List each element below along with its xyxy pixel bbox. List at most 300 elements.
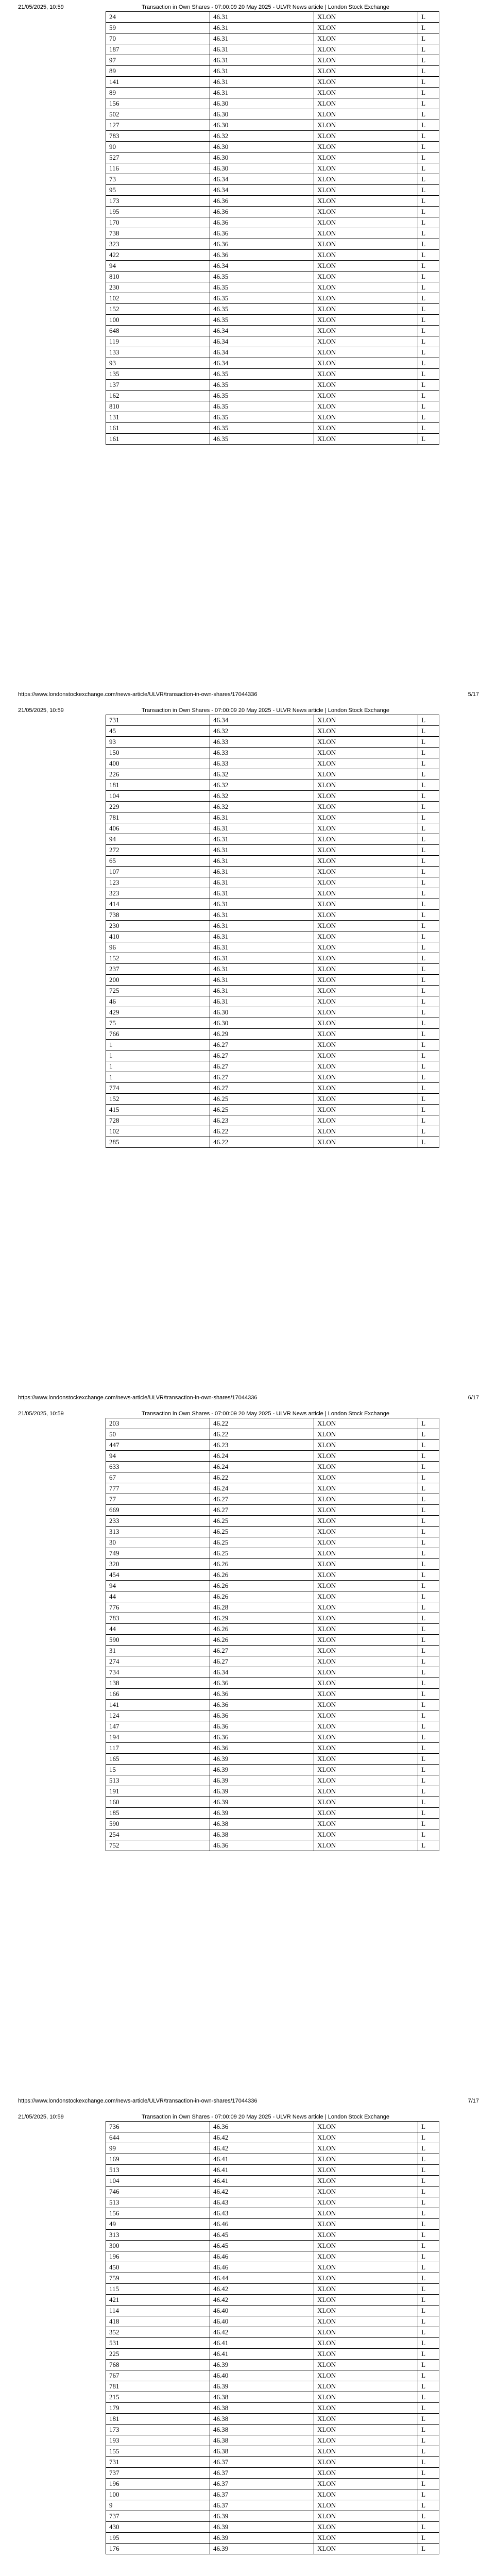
time-cell: L bbox=[418, 2392, 439, 2403]
table-row bbox=[106, 953, 439, 964]
price-cell: 46.31 bbox=[210, 975, 314, 986]
table-row bbox=[106, 2122, 439, 2132]
volume-cell: 137 bbox=[106, 380, 210, 391]
time-cell: L bbox=[418, 1115, 439, 1126]
time-cell: L bbox=[418, 2468, 439, 2479]
time-cell: L bbox=[418, 23, 439, 33]
table-row bbox=[106, 1840, 439, 1851]
table-row bbox=[106, 1007, 439, 1018]
time-cell: L bbox=[418, 1656, 439, 1667]
time-cell: L bbox=[418, 1126, 439, 1137]
price-cell: 46.31 bbox=[210, 812, 314, 823]
time-cell: L bbox=[418, 98, 439, 109]
time-cell: L bbox=[418, 1418, 439, 1429]
venue-cell: XLON bbox=[314, 1494, 418, 1505]
price-cell: 46.31 bbox=[210, 88, 314, 98]
venue-cell: XLON bbox=[314, 55, 418, 66]
time-cell: L bbox=[418, 1537, 439, 1548]
time-cell: L bbox=[418, 1429, 439, 1440]
table-row bbox=[106, 726, 439, 737]
time-cell: L bbox=[418, 1040, 439, 1050]
table-row bbox=[106, 152, 439, 163]
venue-cell: XLON bbox=[314, 369, 418, 380]
volume-cell: 768 bbox=[106, 2360, 210, 2370]
time-cell: L bbox=[418, 1581, 439, 1591]
table-row bbox=[106, 2403, 439, 2414]
venue-cell: XLON bbox=[314, 964, 418, 975]
table-row bbox=[106, 2446, 439, 2457]
venue-cell: XLON bbox=[314, 791, 418, 802]
volume-cell: 194 bbox=[106, 1732, 210, 1743]
price-cell: 46.28 bbox=[210, 1602, 314, 1613]
volume-cell: 24 bbox=[106, 12, 210, 23]
table-row bbox=[106, 2230, 439, 2241]
price-cell: 46.39 bbox=[210, 2360, 314, 2370]
venue-cell: XLON bbox=[314, 1775, 418, 1786]
venue-cell: XLON bbox=[314, 412, 418, 423]
volume-cell: 181 bbox=[106, 780, 210, 791]
price-cell: 46.22 bbox=[210, 1429, 314, 1440]
time-cell: L bbox=[418, 996, 439, 1007]
price-cell: 46.38 bbox=[210, 2446, 314, 2457]
table-row bbox=[106, 1418, 439, 1429]
price-cell: 46.31 bbox=[210, 23, 314, 33]
volume-cell: 737 bbox=[106, 2468, 210, 2479]
volume-cell: 114 bbox=[106, 2306, 210, 2316]
table-row bbox=[106, 142, 439, 152]
table-row bbox=[106, 1656, 439, 1667]
venue-cell: XLON bbox=[314, 2349, 418, 2360]
venue-cell: XLON bbox=[314, 2403, 418, 2414]
table-row bbox=[106, 380, 439, 391]
table-row bbox=[106, 44, 439, 55]
venue-cell: XLON bbox=[314, 1440, 418, 1451]
volume-cell: 810 bbox=[106, 272, 210, 282]
venue-cell: XLON bbox=[314, 2165, 418, 2176]
volume-cell: 100 bbox=[106, 315, 210, 326]
price-cell: 46.35 bbox=[210, 380, 314, 391]
venue-cell: XLON bbox=[314, 2338, 418, 2349]
table-row bbox=[106, 910, 439, 921]
price-cell: 46.36 bbox=[210, 1689, 314, 1700]
time-cell: L bbox=[418, 1083, 439, 1094]
time-cell: L bbox=[418, 1137, 439, 1148]
time-cell: L bbox=[418, 877, 439, 888]
time-cell: L bbox=[418, 391, 439, 401]
volume-cell: 323 bbox=[106, 888, 210, 899]
price-cell: 46.39 bbox=[210, 2511, 314, 2522]
venue-cell: XLON bbox=[314, 239, 418, 250]
volume-cell: 127 bbox=[106, 120, 210, 131]
volume-cell: 104 bbox=[106, 2176, 210, 2187]
price-cell: 46.31 bbox=[210, 66, 314, 77]
table-row bbox=[106, 23, 439, 33]
volume-cell: 230 bbox=[106, 282, 210, 293]
volume-cell: 777 bbox=[106, 1483, 210, 1494]
price-cell: 46.38 bbox=[210, 2435, 314, 2446]
venue-cell: XLON bbox=[314, 1754, 418, 1765]
price-cell: 46.31 bbox=[210, 899, 314, 910]
volume-cell: 94 bbox=[106, 1451, 210, 1462]
volume-cell: 415 bbox=[106, 1105, 210, 1115]
volume-cell: 160 bbox=[106, 1797, 210, 1808]
table-row bbox=[106, 1819, 439, 1829]
volume-cell: 734 bbox=[106, 1667, 210, 1678]
volume-cell: 161 bbox=[106, 434, 210, 445]
venue-cell: XLON bbox=[314, 2187, 418, 2197]
table-row bbox=[106, 272, 439, 282]
price-cell: 46.35 bbox=[210, 304, 314, 315]
volume-cell: 89 bbox=[106, 88, 210, 98]
venue-cell: XLON bbox=[314, 315, 418, 326]
price-cell: 46.41 bbox=[210, 2165, 314, 2176]
time-cell: L bbox=[418, 1072, 439, 1083]
print-title: Transaction in Own Shares - 07:00:09 20 May 2025 - ULVR News article | London Stock Exchange bbox=[142, 4, 389, 10]
table-row bbox=[106, 2489, 439, 2500]
venue-cell: XLON bbox=[314, 1429, 418, 1440]
price-cell: 46.43 bbox=[210, 2197, 314, 2208]
time-cell: L bbox=[418, 2349, 439, 2360]
print-datetime: 21/05/2025, 10:59 bbox=[18, 707, 64, 714]
price-cell: 46.34 bbox=[210, 261, 314, 272]
price-cell: 46.39 bbox=[210, 2381, 314, 2392]
volume-cell: 44 bbox=[106, 1624, 210, 1635]
volume-cell: 233 bbox=[106, 1516, 210, 1527]
document-page bbox=[0, 703, 497, 1406]
price-cell: 46.31 bbox=[210, 77, 314, 88]
volume-cell: 170 bbox=[106, 217, 210, 228]
time-cell: L bbox=[418, 2251, 439, 2262]
table-row bbox=[106, 196, 439, 207]
table-row bbox=[106, 401, 439, 412]
volume-cell: 513 bbox=[106, 2197, 210, 2208]
volume-cell: 527 bbox=[106, 152, 210, 163]
table-row bbox=[106, 2132, 439, 2143]
volume-cell: 96 bbox=[106, 942, 210, 953]
time-cell: L bbox=[418, 2197, 439, 2208]
volume-cell: 421 bbox=[106, 2295, 210, 2306]
venue-cell: XLON bbox=[314, 1072, 418, 1083]
table-row bbox=[106, 109, 439, 120]
price-cell: 46.37 bbox=[210, 2489, 314, 2500]
time-cell: L bbox=[418, 2403, 439, 2414]
table-row bbox=[106, 2425, 439, 2435]
transactions-table bbox=[106, 11, 439, 445]
price-cell: 46.31 bbox=[210, 845, 314, 856]
venue-cell: XLON bbox=[314, 196, 418, 207]
price-cell: 46.34 bbox=[210, 715, 314, 726]
venue-cell: XLON bbox=[314, 2132, 418, 2143]
volume-cell: 45 bbox=[106, 726, 210, 737]
table-row bbox=[106, 1061, 439, 1072]
time-cell: L bbox=[418, 2500, 439, 2511]
print-header bbox=[18, 2114, 479, 2121]
venue-cell: XLON bbox=[314, 1678, 418, 1689]
venue-cell: XLON bbox=[314, 1548, 418, 1559]
price-cell: 46.42 bbox=[210, 2327, 314, 2338]
price-cell: 46.39 bbox=[210, 1786, 314, 1797]
price-cell: 46.37 bbox=[210, 2468, 314, 2479]
volume-cell: 46 bbox=[106, 996, 210, 1007]
price-cell: 46.36 bbox=[210, 196, 314, 207]
venue-cell: XLON bbox=[314, 823, 418, 834]
price-cell: 46.37 bbox=[210, 2479, 314, 2489]
table-row bbox=[106, 2457, 439, 2468]
venue-cell: XLON bbox=[314, 1050, 418, 1061]
venue-cell: XLON bbox=[314, 1581, 418, 1591]
price-cell: 46.37 bbox=[210, 2500, 314, 2511]
time-cell: L bbox=[418, 1808, 439, 1819]
time-cell: L bbox=[418, 1061, 439, 1072]
volume-cell: 759 bbox=[106, 2273, 210, 2284]
venue-cell: XLON bbox=[314, 1527, 418, 1537]
price-cell: 46.31 bbox=[210, 44, 314, 55]
venue-cell: XLON bbox=[314, 845, 418, 856]
venue-cell: XLON bbox=[314, 769, 418, 780]
price-cell: 46.39 bbox=[210, 1775, 314, 1786]
price-cell: 46.38 bbox=[210, 2403, 314, 2414]
volume-cell: 776 bbox=[106, 1602, 210, 1613]
time-cell: L bbox=[418, 293, 439, 304]
venue-cell: XLON bbox=[314, 23, 418, 33]
price-cell: 46.39 bbox=[210, 1808, 314, 1819]
volume-cell: 75 bbox=[106, 1018, 210, 1029]
table-row bbox=[106, 1700, 439, 1710]
price-cell: 46.31 bbox=[210, 12, 314, 23]
venue-cell: XLON bbox=[314, 358, 418, 369]
table-row bbox=[106, 66, 439, 77]
venue-cell: XLON bbox=[314, 1537, 418, 1548]
time-cell: L bbox=[418, 780, 439, 791]
price-cell: 46.27 bbox=[210, 1646, 314, 1656]
table-row bbox=[106, 867, 439, 877]
price-cell: 46.41 bbox=[210, 2176, 314, 2187]
article-url-link[interactable]: https://www.londonstockexchange.com/news-article/ULVR/transaction-in-own-shares/17044336 bbox=[18, 1395, 258, 1401]
venue-cell: XLON bbox=[314, 1808, 418, 1819]
volume-cell: 736 bbox=[106, 2122, 210, 2132]
time-cell: L bbox=[418, 2273, 439, 2284]
venue-cell: XLON bbox=[314, 228, 418, 239]
time-cell: L bbox=[418, 1819, 439, 1829]
table-row bbox=[106, 921, 439, 931]
table-row bbox=[106, 2143, 439, 2154]
venue-cell: XLON bbox=[314, 142, 418, 152]
price-cell: 46.36 bbox=[210, 1678, 314, 1689]
table-row bbox=[106, 2327, 439, 2338]
venue-cell: XLON bbox=[314, 2154, 418, 2165]
price-cell: 46.31 bbox=[210, 953, 314, 964]
volume-cell: 141 bbox=[106, 1700, 210, 1710]
venue-cell: XLON bbox=[314, 726, 418, 737]
volume-cell: 669 bbox=[106, 1505, 210, 1516]
transactions-table bbox=[106, 715, 439, 1148]
table-row bbox=[106, 315, 439, 326]
volume-cell: 400 bbox=[106, 758, 210, 769]
time-cell: L bbox=[418, 2414, 439, 2425]
time-cell: L bbox=[418, 1786, 439, 1797]
volume-cell: 320 bbox=[106, 1559, 210, 1570]
time-cell: L bbox=[418, 1602, 439, 1613]
price-cell: 46.38 bbox=[210, 2425, 314, 2435]
table-row bbox=[106, 758, 439, 769]
venue-cell: XLON bbox=[314, 1829, 418, 1840]
price-cell: 46.45 bbox=[210, 2241, 314, 2251]
venue-cell: XLON bbox=[314, 1635, 418, 1646]
venue-cell: XLON bbox=[314, 975, 418, 986]
table-row bbox=[106, 802, 439, 812]
volume-cell: 323 bbox=[106, 239, 210, 250]
table-row bbox=[106, 423, 439, 434]
time-cell: L bbox=[418, 2122, 439, 2132]
time-cell: L bbox=[418, 2154, 439, 2165]
time-cell: L bbox=[418, 2165, 439, 2176]
time-cell: L bbox=[418, 986, 439, 996]
volume-cell: 161 bbox=[106, 423, 210, 434]
price-cell: 46.44 bbox=[210, 2273, 314, 2284]
volume-cell: 237 bbox=[106, 964, 210, 975]
venue-cell: XLON bbox=[314, 1418, 418, 1429]
venue-cell: XLON bbox=[314, 2262, 418, 2273]
volume-cell: 746 bbox=[106, 2187, 210, 2197]
venue-cell: XLON bbox=[314, 33, 418, 44]
volume-cell: 181 bbox=[106, 2414, 210, 2425]
volume-cell: 119 bbox=[106, 336, 210, 347]
price-cell: 46.27 bbox=[210, 1505, 314, 1516]
venue-cell: XLON bbox=[314, 2479, 418, 2489]
volume-cell: 67 bbox=[106, 1472, 210, 1483]
price-cell: 46.35 bbox=[210, 412, 314, 423]
article-url-link[interactable]: https://www.londonstockexchange.com/news-article/ULVR/transaction-in-own-shares/17044336 bbox=[18, 2098, 258, 2104]
table-row bbox=[106, 1559, 439, 1570]
table-row bbox=[106, 12, 439, 23]
venue-cell: XLON bbox=[314, 44, 418, 55]
time-cell: L bbox=[418, 142, 439, 152]
volume-cell: 185 bbox=[106, 1808, 210, 1819]
price-cell: 46.36 bbox=[210, 1840, 314, 1851]
table-row bbox=[106, 2522, 439, 2533]
volume-cell: 89 bbox=[106, 66, 210, 77]
print-title: Transaction in Own Shares - 07:00:09 20 May 2025 - ULVR News article | London Stock Exchange bbox=[142, 707, 389, 714]
table-row bbox=[106, 1451, 439, 1462]
price-cell: 46.31 bbox=[210, 964, 314, 975]
time-cell: L bbox=[418, 823, 439, 834]
time-cell: L bbox=[418, 1775, 439, 1786]
table-row bbox=[106, 347, 439, 358]
table-row bbox=[106, 228, 439, 239]
time-cell: L bbox=[418, 336, 439, 347]
table-row bbox=[106, 1137, 439, 1148]
volume-cell: 99 bbox=[106, 2143, 210, 2154]
price-cell: 46.42 bbox=[210, 2295, 314, 2306]
time-cell: L bbox=[418, 2241, 439, 2251]
time-cell: L bbox=[418, 2370, 439, 2381]
volume-cell: 195 bbox=[106, 207, 210, 217]
time-cell: L bbox=[418, 953, 439, 964]
time-cell: L bbox=[418, 899, 439, 910]
venue-cell: XLON bbox=[314, 2511, 418, 2522]
table-row bbox=[106, 2273, 439, 2284]
venue-cell: XLON bbox=[314, 910, 418, 921]
volume-cell: 195 bbox=[106, 2533, 210, 2544]
volume-cell: 230 bbox=[106, 921, 210, 931]
table-row bbox=[106, 2511, 439, 2522]
price-cell: 46.36 bbox=[210, 207, 314, 217]
venue-cell: XLON bbox=[314, 2457, 418, 2468]
price-cell: 46.31 bbox=[210, 33, 314, 44]
volume-cell: 141 bbox=[106, 77, 210, 88]
price-cell: 46.30 bbox=[210, 152, 314, 163]
volume-cell: 70 bbox=[106, 33, 210, 44]
volume-cell: 173 bbox=[106, 196, 210, 207]
venue-cell: XLON bbox=[314, 1570, 418, 1581]
table-row bbox=[106, 1050, 439, 1061]
table-row bbox=[106, 261, 439, 272]
article-url-link[interactable]: https://www.londonstockexchange.com/news-article/ULVR/transaction-in-own-shares/17044336 bbox=[18, 691, 258, 698]
time-cell: L bbox=[418, 55, 439, 66]
table-row bbox=[106, 996, 439, 1007]
venue-cell: XLON bbox=[314, 1516, 418, 1527]
volume-cell: 196 bbox=[106, 2251, 210, 2262]
volume-cell: 147 bbox=[106, 1721, 210, 1732]
price-cell: 46.36 bbox=[210, 2122, 314, 2132]
time-cell: L bbox=[418, 1678, 439, 1689]
venue-cell: XLON bbox=[314, 2176, 418, 2187]
time-cell: L bbox=[418, 758, 439, 769]
time-cell: L bbox=[418, 1018, 439, 1029]
table-row bbox=[106, 358, 439, 369]
time-cell: L bbox=[418, 2295, 439, 2306]
time-cell: L bbox=[418, 791, 439, 802]
time-cell: L bbox=[418, 1440, 439, 1451]
price-cell: 46.40 bbox=[210, 2316, 314, 2327]
time-cell: L bbox=[418, 921, 439, 931]
volume-cell: 1 bbox=[106, 1040, 210, 1050]
venue-cell: XLON bbox=[314, 2370, 418, 2381]
table-row bbox=[106, 737, 439, 748]
print-title: Transaction in Own Shares - 07:00:09 20 May 2025 - ULVR News article | London Stock Exchange bbox=[142, 2114, 389, 2120]
price-cell: 46.31 bbox=[210, 823, 314, 834]
volume-cell: 152 bbox=[106, 304, 210, 315]
price-cell: 46.25 bbox=[210, 1516, 314, 1527]
table-row bbox=[106, 834, 439, 845]
time-cell: L bbox=[418, 2187, 439, 2197]
table-row bbox=[106, 1548, 439, 1559]
table-row bbox=[106, 986, 439, 996]
table-row bbox=[106, 1570, 439, 1581]
table-row bbox=[106, 1710, 439, 1721]
document-page bbox=[0, 1406, 497, 2110]
venue-cell: XLON bbox=[314, 88, 418, 98]
price-cell: 46.46 bbox=[210, 2251, 314, 2262]
venue-cell: XLON bbox=[314, 1007, 418, 1018]
volume-cell: 450 bbox=[106, 2262, 210, 2273]
volume-cell: 783 bbox=[106, 1613, 210, 1624]
time-cell: L bbox=[418, 1007, 439, 1018]
volume-cell: 131 bbox=[106, 412, 210, 423]
table-row bbox=[106, 1743, 439, 1754]
price-cell: 46.34 bbox=[210, 1667, 314, 1678]
time-cell: L bbox=[418, 2360, 439, 2370]
venue-cell: XLON bbox=[314, 391, 418, 401]
venue-cell: XLON bbox=[314, 802, 418, 812]
price-cell: 46.25 bbox=[210, 1105, 314, 1115]
venue-cell: XLON bbox=[314, 272, 418, 282]
table-row bbox=[106, 1115, 439, 1126]
table-row bbox=[106, 1754, 439, 1765]
print-header bbox=[18, 4, 479, 11]
print-header bbox=[18, 707, 479, 715]
table-row bbox=[106, 326, 439, 336]
